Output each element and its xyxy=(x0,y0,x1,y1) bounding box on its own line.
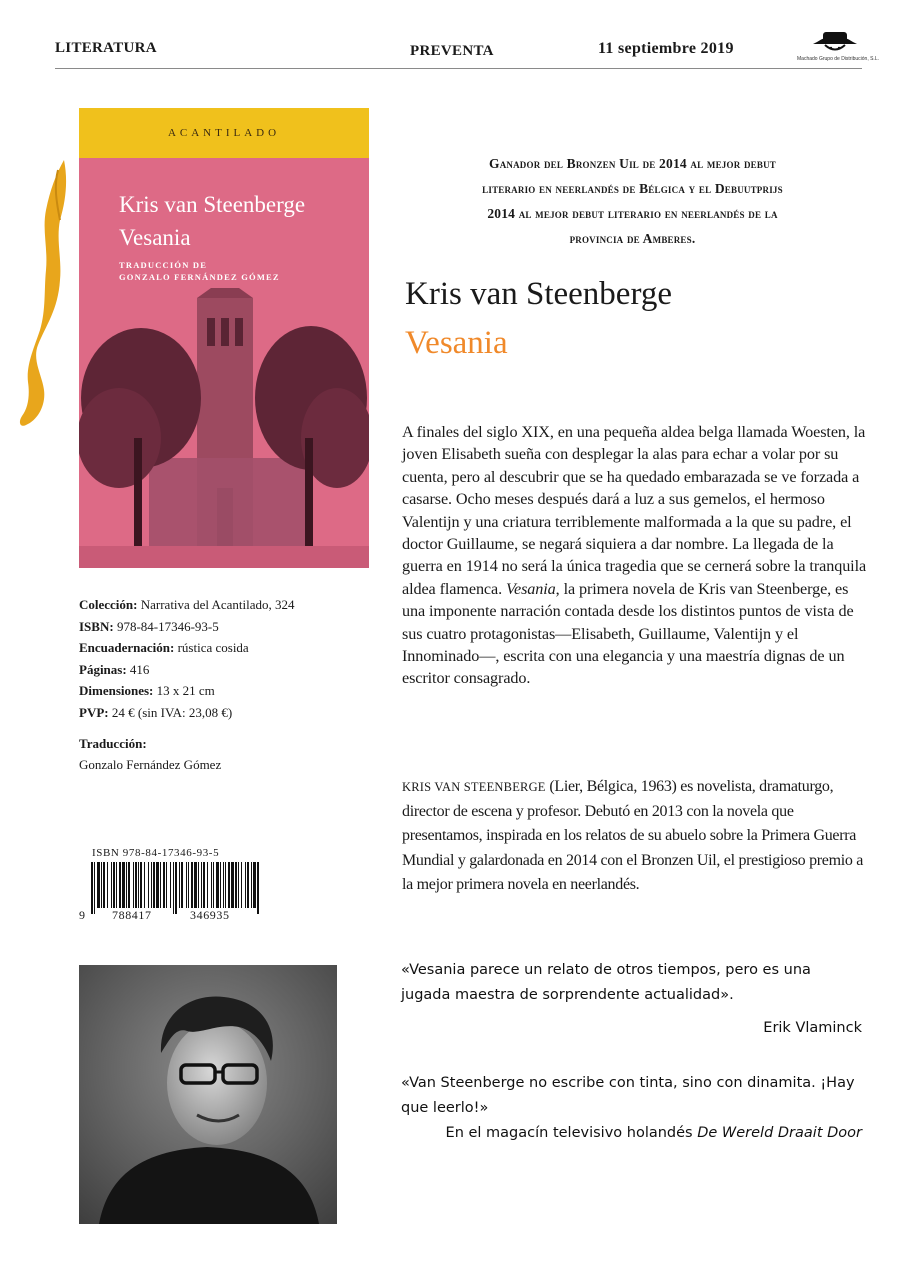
award-line2: literario en neerlandés de Bélgica y el Debuutprijs xyxy=(482,181,783,196)
award-line3: 2014 al mejor debut literario en neerlandés de la xyxy=(487,206,778,221)
bio-author-name: KRIS VAN STEENBERGE xyxy=(402,780,546,794)
award-line1: Ganador del Bronzen Uil de 2014 al mejor debut xyxy=(489,156,776,171)
barcode-digits-right: 346935 xyxy=(190,908,230,922)
detail-binding: Encuadernación: rústica cosida xyxy=(79,640,249,655)
cover-author: Kris van Steenberge xyxy=(119,192,306,217)
presale-label: PREVENTA xyxy=(410,43,494,59)
detail-price: PVP: 24 € (sin IVA: 23,08 €) xyxy=(79,704,233,720)
section-label: LITERATURA xyxy=(55,40,157,56)
author-bio: KRIS VAN STEENBERGE (Lier, Bélgica, 1963) es novelista, dramaturgo, director de escena y profesor. Debutó en 2013 con la novela que presentamos, inspirada en los relatos de su abuelo sobre la Primera Guerra Mundial y galardonada en 2014 con el Bronzen Uil, el prestigioso premio a la mejor primera novela en neerlandés. xyxy=(402,778,864,894)
award-line4: provincia de Amberes. xyxy=(569,231,696,246)
barcode-digit-first: 9 xyxy=(79,908,85,922)
decorative-figure xyxy=(16,160,72,445)
review-quote-1: «Vesania parece un relato de otros tiempos, pero es una jugada maestra de sorprendente actualidad». xyxy=(401,962,811,1003)
barcode-digits-left: 788417 xyxy=(112,908,152,922)
cover-title: Vesania xyxy=(119,225,191,250)
detail-pages: Páginas: 416 xyxy=(79,661,150,677)
cover-translation-line2: GONZALO FERNÁNDEZ GÓMEZ xyxy=(119,272,280,282)
book-cover xyxy=(79,108,369,568)
award-statement xyxy=(400,151,865,251)
translator-block xyxy=(79,733,379,775)
synopsis: A finales del siglo XIX, en una pequeña aldea belga llamada Woesten, la joven Elisabeth sueña con desplegar la alas para echar a volar por su cuenta, pero al descubrir que se ha quedado embarazada se ve forzada a casarse. Ocho meses después dará a luz a sus gemelos, el hermoso Valentijn y una criatura terriblemente malformada a la que su padre, el doctor Guillaume, se negará siquiera a dar nombre. La llegada de la guerra en 1914 no será la única tragedia que se cernerá sobre la tranquila aldea flamenca. Vesania, la primera novela de Kris van Steenberge, es una imponente narración contada desde los distintos puntos de vista de sus cuatro protagonistas—Elisabeth, Guillaume, Valentijn y el Innominado—, escrita con una elegancia y una maestría dignas de un escritor consagrado. xyxy=(402,423,867,688)
cover-publisher: ACANTILADO xyxy=(167,127,281,139)
author-name: Kris van Steenberge xyxy=(405,276,672,312)
release-date: 11 septiembre 2019 xyxy=(598,40,734,57)
review-quote-1-source: Erik Vlaminck xyxy=(763,1020,862,1036)
book-details xyxy=(79,594,379,723)
book-title: Vesania xyxy=(405,325,508,361)
review-quote-2: «Van Steenberge no escribe con tinta, sino con dinamita. ¡Hay que leerlo!» xyxy=(401,1075,855,1116)
distributor-logo-caption: Machado Grupo de Distribución, S.L. xyxy=(797,56,879,62)
synopsis-title-italic: Vesania xyxy=(506,579,556,598)
review-quote-2-source: En el magacín televisivo holandés De Wereld Draait Door xyxy=(445,1125,862,1141)
review-quote-2-show: De Wereld Draait Door xyxy=(697,1125,862,1141)
detail-isbn: ISBN: 978-84-17346-93-5 xyxy=(79,618,219,634)
author-photo xyxy=(79,965,337,1224)
detail-dimensions: Dimensiones: 13 x 21 cm xyxy=(79,683,215,698)
barcode xyxy=(91,862,259,914)
cover-illustration xyxy=(79,288,369,568)
header-divider xyxy=(55,68,862,69)
barcode-isbn: ISBN 978-84-17346-93-5 xyxy=(92,847,220,859)
translator-label: Traducción: xyxy=(79,736,147,751)
cover-translation-line1: TRADUCCIÓN DE xyxy=(119,260,208,270)
detail-collection: Colección: Narrativa del Acantilado, 324 xyxy=(79,597,295,612)
translator-name: Gonzalo Fernández Gómez xyxy=(79,757,222,772)
